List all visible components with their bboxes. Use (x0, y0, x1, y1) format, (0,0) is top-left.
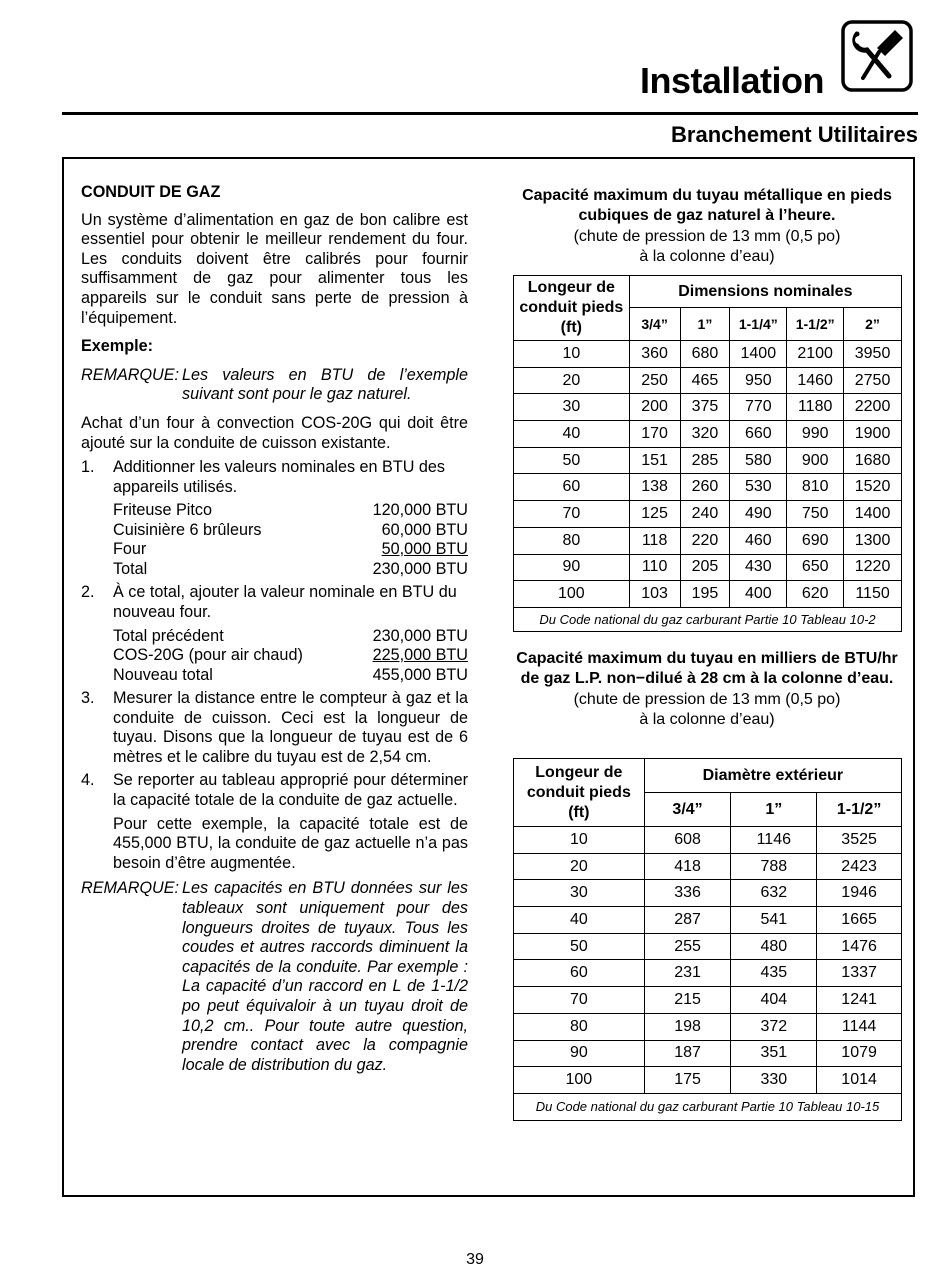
value-amount: 455,000 BTU (372, 665, 468, 684)
table-cell: 285 (680, 447, 730, 474)
row-length-cell: 30 (514, 394, 630, 421)
table-cell: 660 (730, 421, 787, 448)
value-amount: 230,000 BTU (372, 559, 468, 578)
table-cell: 2423 (817, 853, 902, 880)
table-cell: 287 (644, 907, 731, 934)
table-2-caption (514, 649, 900, 731)
table-cell: 1460 (787, 367, 844, 394)
table-cell: 490 (730, 501, 787, 528)
step-1-text: Additionner les valeurs nominales en BTU des appareils utilisés. (113, 458, 446, 496)
table-cell: 1476 (817, 933, 902, 960)
table-cell: 460 (730, 527, 787, 554)
value-row (113, 540, 468, 560)
table-cell: 320 (680, 421, 730, 448)
table-cell: 650 (787, 554, 844, 581)
note-2 (81, 879, 468, 1075)
table-cell: 1680 (844, 447, 902, 474)
table-2-caption-line-1: (chute de pression de 13 mm (0,5 po) (573, 690, 841, 708)
row-length-cell: 40 (514, 907, 645, 934)
table-cell: 680 (680, 341, 730, 368)
table-2-source: Du Code national du gaz carburant Partie 10 Tableau 10-15 (514, 1093, 902, 1120)
row-length-cell: 10 (514, 341, 630, 368)
table-row (514, 581, 902, 608)
table-cell: 360 (629, 341, 680, 368)
table-1-caption-line-2: à la colonne d’eau) (639, 248, 775, 266)
value-row (113, 666, 468, 686)
table-cell: 170 (629, 421, 680, 448)
step-4 (81, 771, 468, 873)
table-cell: 1300 (844, 527, 902, 554)
example-text: Achat d’un four à convection COS-20G qui doit être ajouté sur la conduite de cuisson existante. (81, 413, 468, 452)
table-1-source: Du Code national du gaz carburant Partie 10 Tableau 10-2 (514, 607, 902, 631)
table-cell: 215 (644, 987, 731, 1014)
table-1-caption-line-1: (chute de pression de 13 mm (0,5 po) (573, 227, 841, 245)
table-row (514, 474, 902, 501)
table-row (514, 527, 902, 554)
table-cell: 480 (731, 933, 817, 960)
table-cell: 205 (680, 554, 730, 581)
column-header: 3/4” (629, 308, 680, 341)
tools-icon (841, 20, 913, 92)
table-cell: 138 (629, 474, 680, 501)
table-row (514, 1067, 902, 1094)
step-2 (81, 583, 468, 685)
table-1-body (514, 341, 902, 608)
page-title: Installation (640, 60, 825, 101)
step-2-text: À ce total, ajouter la valeur nominale en BTU du nouveau four. (113, 583, 457, 621)
table-cell: 220 (680, 527, 730, 554)
row-length-cell: 10 (514, 827, 645, 854)
row-header: Longeur de conduit pieds (ft) (514, 276, 630, 341)
table-cell: 1400 (844, 501, 902, 528)
step-3-number: 3. (81, 689, 95, 707)
row-length-cell: 60 (514, 474, 630, 501)
value-row (113, 521, 468, 541)
table-cell: 810 (787, 474, 844, 501)
table-row (514, 853, 902, 880)
table-2-caption-title: Capacité maximum du tuyau en milliers de BTU/hr de gaz L.P. non−dilué à 28 cm à la colonne d’eau. (516, 650, 898, 688)
row-length-cell: 60 (514, 960, 645, 987)
table-cell: 2200 (844, 394, 902, 421)
row-length-cell: 70 (514, 501, 630, 528)
table-cell: 1079 (817, 1040, 902, 1067)
step-2-values (113, 627, 468, 686)
table-row (514, 394, 902, 421)
table-cell: 1946 (817, 880, 902, 907)
column-header: 1-1/2” (817, 793, 902, 827)
table-cell: 351 (731, 1040, 817, 1067)
row-length-cell: 30 (514, 880, 645, 907)
table-cell: 990 (787, 421, 844, 448)
step-1-number: 1. (81, 458, 95, 477)
table-cell: 770 (730, 394, 787, 421)
table-row (514, 421, 902, 448)
value-label: Total précédent (113, 626, 224, 645)
value-row (113, 627, 468, 647)
table-cell: 372 (731, 1013, 817, 1040)
table-cell: 3525 (817, 827, 902, 854)
table-cell: 608 (644, 827, 731, 854)
page-number: 39 (466, 1251, 484, 1268)
column-header: 3/4” (644, 793, 731, 827)
value-amount: 60,000 BTU (381, 520, 468, 539)
table-cell: 240 (680, 501, 730, 528)
value-row (113, 646, 468, 666)
row-length-cell: 50 (514, 933, 645, 960)
group-header: Dimensions nominales (629, 276, 901, 308)
table-row (514, 554, 902, 581)
step-4-extra: Pour cette exemple, la capacité totale est de 455,000 BTU, la conduite de gaz actuelle n’a pas besoin d’être augmentée. (113, 814, 468, 872)
table-cell: 620 (787, 581, 844, 608)
group-header: Diamètre extérieur (644, 759, 901, 793)
table-cell: 430 (730, 554, 787, 581)
table-cell: 1520 (844, 474, 902, 501)
table-cell: 103 (629, 581, 680, 608)
row-length-cell: 40 (514, 421, 630, 448)
table-cell: 118 (629, 527, 680, 554)
table-cell: 1665 (817, 907, 902, 934)
row-length-cell: 70 (514, 987, 645, 1014)
table-cell: 690 (787, 527, 844, 554)
table-cell: 900 (787, 447, 844, 474)
table-2-body (514, 827, 902, 1094)
table-cell: 195 (680, 581, 730, 608)
table-1-caption-title: Capacité maximum du tuyau métallique en pieds cubiques de gaz naturel à l’heure. (522, 187, 892, 225)
table-cell: 3950 (844, 341, 902, 368)
section-heading: CONDUIT DE GAZ (81, 183, 221, 201)
value-amount: 230,000 BTU (372, 626, 468, 645)
table-cell: 330 (731, 1067, 817, 1094)
table-cell: 1144 (817, 1013, 902, 1040)
row-length-cell: 80 (514, 1013, 645, 1040)
row-length-cell: 100 (514, 581, 630, 608)
note-2-label: REMARQUE: (81, 879, 180, 898)
column-header: 1” (680, 308, 730, 341)
value-amount: 120,000 BTU (372, 501, 468, 520)
table-row (514, 960, 902, 987)
table-cell: 200 (629, 394, 680, 421)
table-cell: 260 (680, 474, 730, 501)
table-cell: 1900 (844, 421, 902, 448)
table-cell: 1014 (817, 1067, 902, 1094)
table-row (514, 933, 902, 960)
table-row (514, 1040, 902, 1067)
intro-paragraph: Un système d’alimentation en gaz de bon calibre est essentiel pour obtenir le meilleur rendement du four. Les conduits doivent être calibrés pour fournir suffisamment de gaz pour alimenter tous les appareils sur le conduit sans perte de pression à l’équipement. (81, 210, 468, 327)
row-length-cell: 20 (514, 853, 645, 880)
table-row (514, 501, 902, 528)
value-row (113, 501, 468, 521)
step-4-text: Se reporter au tableau approprié pour déterminer la capacité totale de la conduite de gaz actuelle. (113, 771, 468, 809)
value-amount: 225,000 BTU (372, 646, 468, 664)
step-1 (81, 458, 468, 579)
step-3 (81, 689, 468, 767)
column-header: 1-1/2” (787, 308, 844, 341)
table-cell: 1146 (731, 827, 817, 854)
value-label: Four (113, 540, 147, 559)
table-cell: 336 (644, 880, 731, 907)
step-4-number: 4. (81, 771, 95, 790)
step-1-values (113, 501, 468, 579)
table-cell: 632 (731, 880, 817, 907)
value-label: Total (113, 559, 148, 578)
table-cell: 125 (629, 501, 680, 528)
example-label: Exemple: (81, 337, 153, 356)
table-row (514, 447, 902, 474)
note-2-text: Les capacités en BTU données sur les tableaux sont uniquement pour des longueurs droites de tuyaux. Tous les coudes et autres raccords diminuent la capacités de la conduite. Par exemple : La capacité d’un raccord en L de 1-1/2 po peut équivaloir à un tuyau droit de 10,2 cm.. Pour toute autre question, prendre contact avec la compagnie locale de distribution du gaz. (182, 879, 468, 1074)
row-length-cell: 90 (514, 1040, 645, 1067)
table-cell: 435 (731, 960, 817, 987)
table-cell: 465 (680, 367, 730, 394)
table-row (514, 907, 902, 934)
table-cell: 198 (644, 1013, 731, 1040)
table-cell: 2100 (787, 341, 844, 368)
row-length-cell: 100 (514, 1067, 645, 1094)
table-row (514, 341, 902, 368)
table-1-caption (514, 186, 900, 268)
table-cell: 541 (731, 907, 817, 934)
table-cell: 1220 (844, 554, 902, 581)
table-cell: 375 (680, 394, 730, 421)
row-length-cell: 20 (514, 367, 630, 394)
value-label: Nouveau total (113, 665, 213, 684)
table-cell: 400 (730, 581, 787, 608)
note-1-label: REMARQUE: (81, 365, 180, 384)
row-length-cell: 50 (514, 447, 630, 474)
table-1 (513, 275, 902, 632)
value-label: Cuisinière 6 brûleurs (113, 520, 262, 539)
table-cell: 750 (787, 501, 844, 528)
table-cell: 2750 (844, 367, 902, 394)
table-cell: 1180 (787, 394, 844, 421)
table-cell: 175 (644, 1067, 731, 1094)
table-row (514, 987, 902, 1014)
table-cell: 1337 (817, 960, 902, 987)
table-cell: 255 (644, 933, 731, 960)
table-cell: 1150 (844, 581, 902, 608)
table-cell: 580 (730, 447, 787, 474)
note-1-text: Les valeurs en BTU de l’exemple suivant sont pour le gaz naturel. (182, 365, 468, 404)
table-cell: 1241 (817, 987, 902, 1014)
value-row (113, 560, 468, 580)
row-length-cell: 90 (514, 554, 630, 581)
row-header: Longeur de conduit pieds (ft) (514, 759, 645, 827)
table-row (514, 880, 902, 907)
table-cell: 418 (644, 853, 731, 880)
table-2 (513, 758, 902, 1121)
value-label: Friteuse Pitco (113, 501, 212, 520)
table-cell: 788 (731, 853, 817, 880)
table-row (514, 1013, 902, 1040)
left-column (81, 183, 468, 1075)
column-header: 2” (844, 308, 902, 341)
step-3-text: Mesurer la distance entre le compteur à gaz et la conduite de cuisson. Ceci est la longueur de tuyau. Disons que la longueur de tuyau est de 6 mètres et le calibre du tuyau est de 2,54 cm. (113, 689, 468, 766)
row-length-cell: 80 (514, 527, 630, 554)
value-amount: 50,000 BTU (381, 540, 468, 559)
table-cell: 110 (629, 554, 680, 581)
table-cell: 151 (629, 447, 680, 474)
table-cell: 950 (730, 367, 787, 394)
note-1 (81, 366, 468, 405)
table-cell: 1400 (730, 341, 787, 368)
table-2-caption-line-2: à la colonne d’eau) (639, 711, 775, 729)
table-row (514, 367, 902, 394)
step-2-number: 2. (81, 583, 95, 602)
table-cell: 250 (629, 367, 680, 394)
header-rule (62, 112, 918, 115)
table-cell: 187 (644, 1040, 731, 1067)
value-label: COS-20G (pour air chaud) (113, 646, 303, 664)
column-header: 1-1/4” (730, 308, 787, 341)
column-header: 1” (731, 793, 817, 827)
section-title: Branchement Utilitaires (671, 122, 918, 147)
table-cell: 530 (730, 474, 787, 501)
table-row (514, 827, 902, 854)
table-cell: 404 (731, 987, 817, 1014)
table-cell: 231 (644, 960, 731, 987)
